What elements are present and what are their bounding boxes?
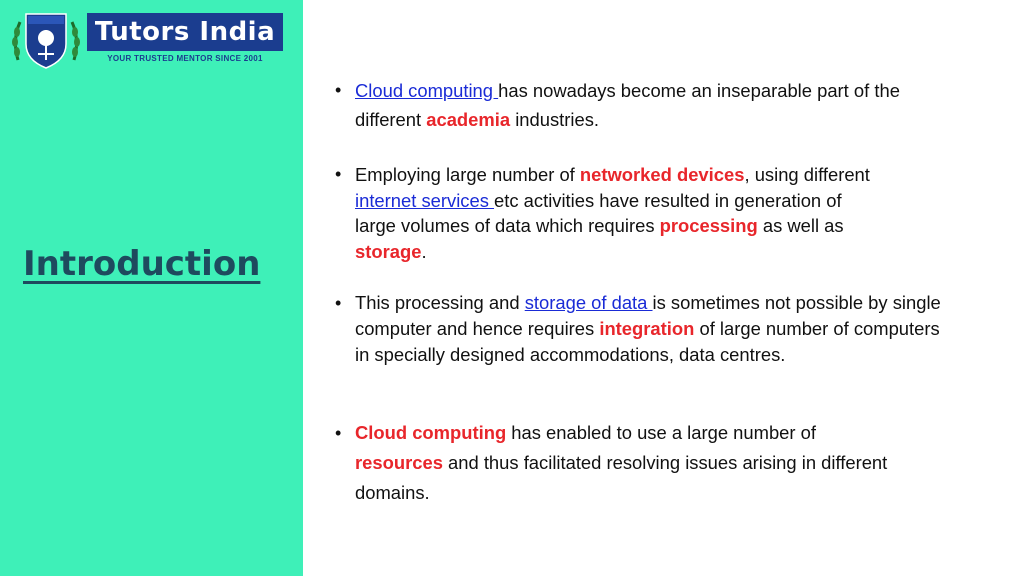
bullet-item-3 [335,290,945,368]
text-segment: has nowadays become an inseparable part of the different [355,80,900,130]
logo-emblem-icon [10,10,82,70]
bullet-text [355,76,935,134]
highlight-academia: academia [426,109,511,130]
left-panel [0,0,303,576]
text-segment: , using different [744,164,870,185]
bullet-item-4 [335,418,945,508]
bullet-item-1 [335,76,945,134]
text-segment: of large number of computers in specially designed accommodations, data centres. [355,318,940,365]
text-segment: This processing and [355,292,525,313]
bullet-dot: • [335,164,342,184]
highlight-networked-devices: networked devices [579,164,745,185]
highlight-cloud-computing: Cloud computing [355,422,507,443]
logo-title: Tutors India [94,17,276,47]
highlight-integration: integration [599,318,695,339]
bullet-text [355,418,900,508]
logo-title-box [87,13,283,51]
link-internet-services[interactable]: internet services [355,189,495,211]
text-segment: etc activities have resulted in generation of large volumes of data which requires [355,189,842,236]
text-segment: Employing large number of [355,164,580,185]
bullet-dot: • [335,80,342,100]
highlight-resources: resources [355,452,443,473]
link-cloud-computing[interactable]: Cloud computing [355,80,499,101]
tutors-india-logo[interactable] [10,10,282,70]
highlight-storage: storage [355,240,422,262]
text-segment: as well as [757,215,844,236]
bullet-dot: • [335,293,342,313]
text-segment: and thus facilitated resolving issues arising in different domains. [355,452,888,503]
link-storage-of-data[interactable]: storage of data [524,292,653,313]
logo-tagline: YOUR TRUSTED MENTOR SINCE 2001 [107,54,263,63]
section-title: Introduction [23,244,261,284]
highlight-processing: processing [659,215,758,236]
bullet-text [355,162,880,264]
text-segment: is sometimes not possible by single computer and hence requires [355,292,941,339]
text-segment: has enabled to use a large number of [506,422,816,443]
bullet-dot: • [335,423,342,443]
bullet-item-2 [335,162,945,264]
bullet-text [355,290,950,368]
text-segment: industries. [510,109,600,130]
text-segment: . [421,240,427,262]
